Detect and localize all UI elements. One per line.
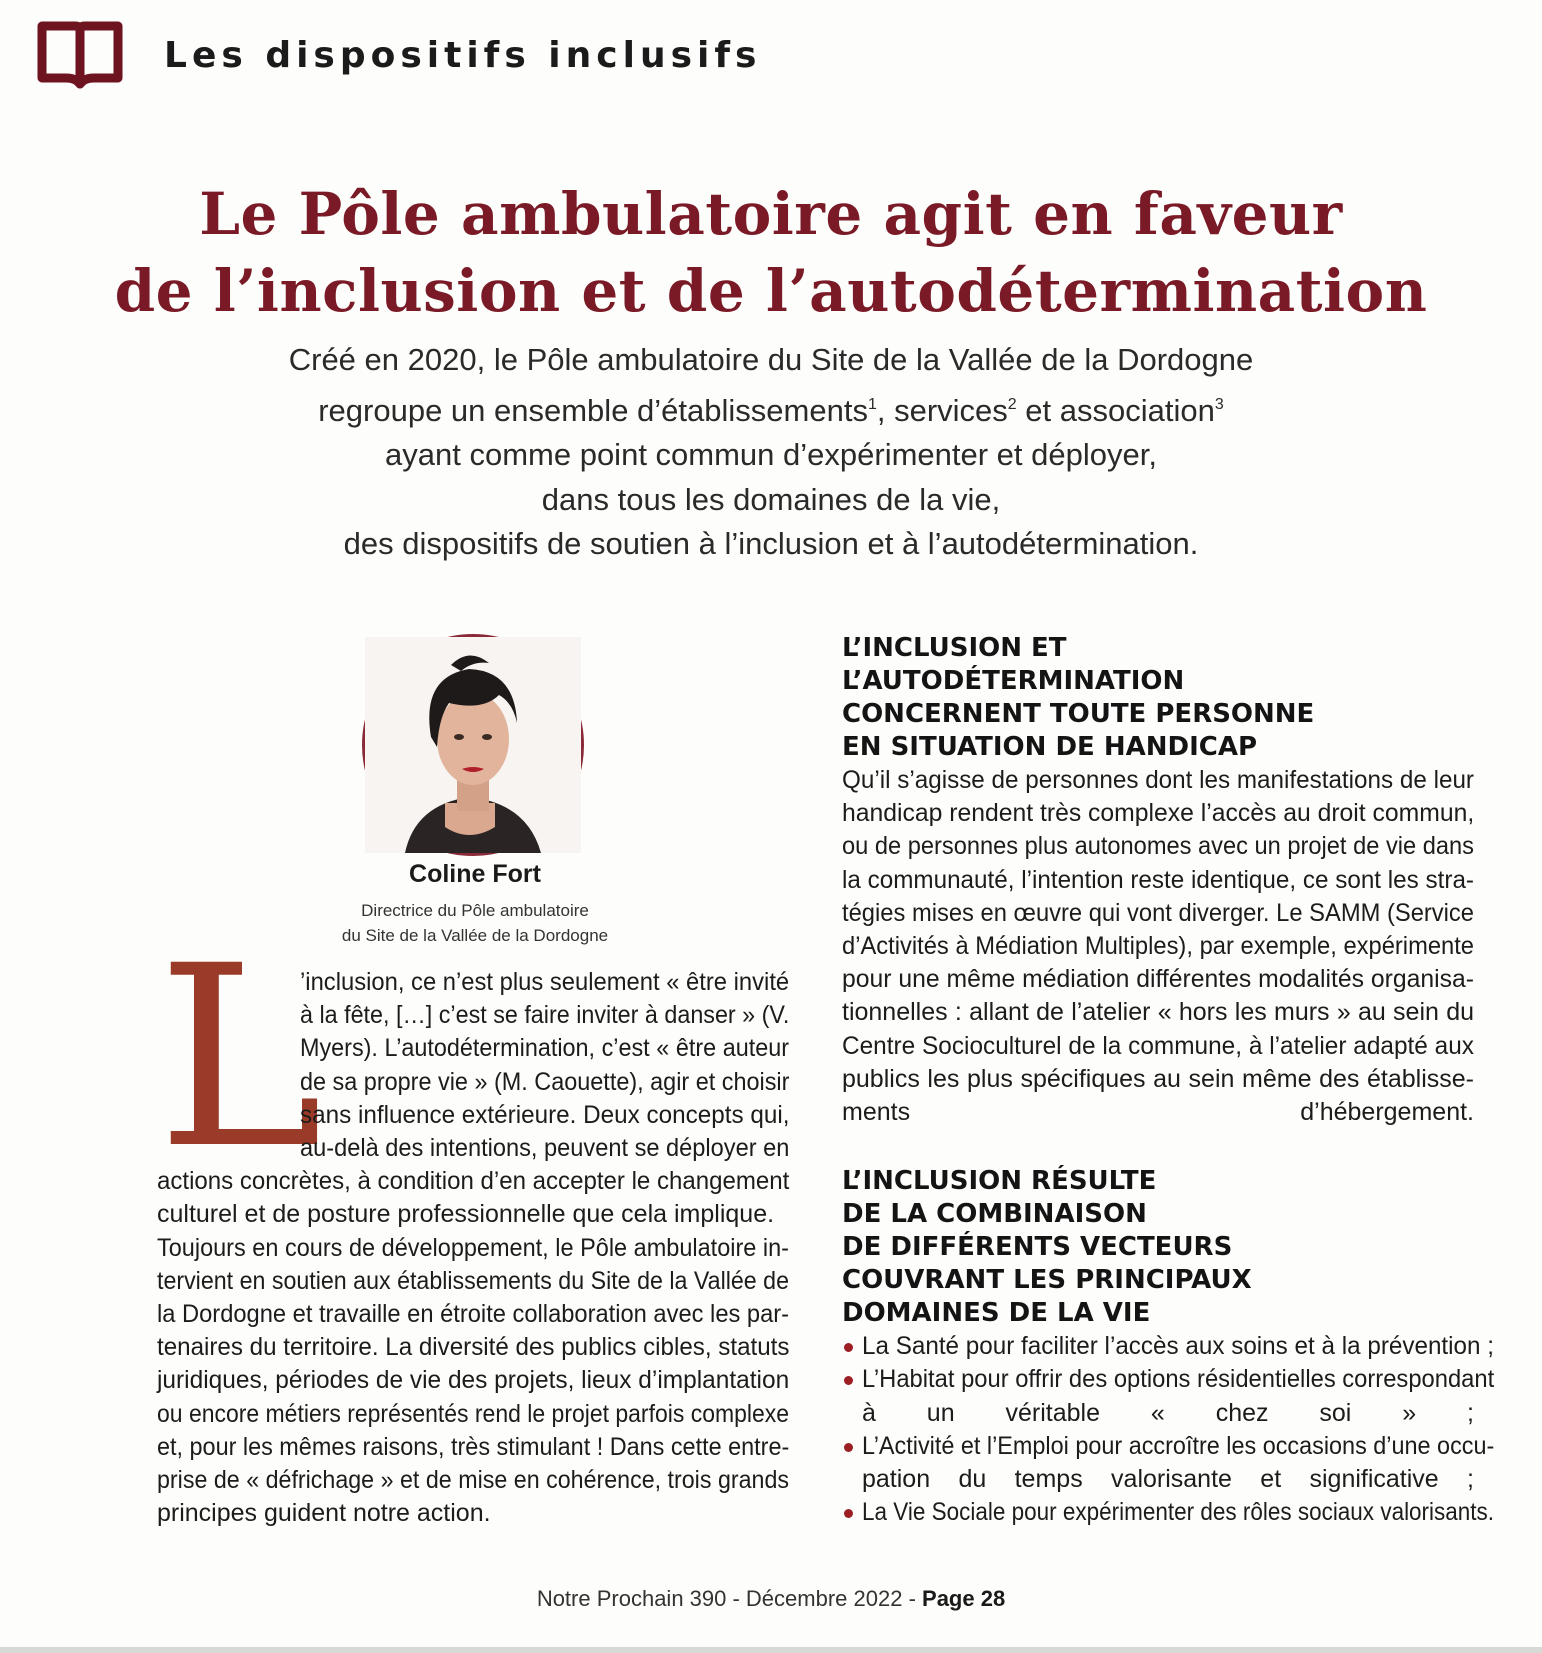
text-line: L’Activité et l’Emploi pour accroître les occasions d’une occu- bbox=[862, 1431, 1495, 1460]
text-line: tégies mises en œuvre qui vont diverger. Le SAMM (Service bbox=[842, 898, 1474, 927]
right-column bbox=[842, 632, 1495, 1529]
text-line: tervient en soutien aux établissements du Site de la Vallée de bbox=[157, 1266, 789, 1295]
text-line: de sa propre vie » (M. Caouette), agir et choisir bbox=[300, 1067, 790, 1096]
text-line: culturel et de posture professionnelle que cela implique. bbox=[157, 1200, 775, 1229]
author-portrait bbox=[362, 634, 584, 856]
heading-line: L’INCLUSION RÉSULTE bbox=[842, 1166, 1157, 1197]
bullet-item bbox=[842, 1330, 1494, 1363]
drop-cap bbox=[157, 912, 324, 1203]
page-edge bbox=[0, 1647, 1542, 1653]
heading-line: EN SITUATION DE HANDICAP bbox=[842, 732, 1257, 762]
book-icon bbox=[36, 20, 124, 90]
section-title: Les dispositifs inclusifs bbox=[164, 34, 762, 76]
section-heading bbox=[842, 632, 1474, 764]
bullet-list bbox=[842, 1330, 1495, 1529]
heading-line: DE DIFFÉRENTS VECTEURS bbox=[842, 1232, 1233, 1263]
text-line: publics les plus spécifiques au sein même des établisse- bbox=[842, 1064, 1474, 1093]
paragraph bbox=[842, 764, 1474, 1129]
section-header bbox=[36, 20, 761, 90]
text-line: actions concrètes, à condition d’en accepter le changement bbox=[157, 1167, 790, 1196]
text-line: Myers). L’autodétermination, c’est « être auteur bbox=[300, 1034, 789, 1063]
bullet-item bbox=[842, 1496, 1494, 1529]
text-line: L’Habitat pour offrir des options résidentielles correspondant bbox=[862, 1365, 1495, 1394]
text-line: à un véritable « chez soi » ; bbox=[862, 1398, 1474, 1427]
intro-line: regroupe un ensemble d’établissements$^1$, services$^2$ et association$^3$ bbox=[318, 392, 1224, 428]
footnote-ref: 1 bbox=[867, 395, 877, 413]
text-line: ou de personnes plus autonomes avec un projet de vie dans bbox=[842, 832, 1474, 861]
author-name: Coline Fort bbox=[409, 860, 541, 888]
article-title-line: de l’inclusion et de l’autodétermination bbox=[114, 257, 1428, 325]
text-line: prise de « défrichage » et de mise en cohérence, trois grands bbox=[157, 1466, 789, 1495]
text-line: tionnelles : allant de l’atelier « hors les murs » au sein du bbox=[842, 998, 1474, 1027]
text-line: handicap rendent très complexe l’accès au droit commun, bbox=[842, 799, 1475, 828]
text-line: tenaires du territoire. La diversité des publics cibles, statuts bbox=[157, 1333, 790, 1362]
text-line: d’Activités à Médiation Multiples), par exemple, expérimente bbox=[842, 932, 1474, 961]
bullet-item bbox=[842, 1363, 1495, 1429]
text-line: et, pour les mêmes raisons, très stimulant ! Dans cette entre- bbox=[157, 1432, 790, 1461]
text-line: ments d’hébergement. bbox=[842, 1098, 1474, 1127]
bullet-item bbox=[842, 1430, 1495, 1496]
text-line: la Dordogne et travaille en étroite collaboration avec les par- bbox=[157, 1300, 790, 1329]
heading-line: DOMAINES DE LA VIE bbox=[842, 1298, 1151, 1329]
heading-line: DE LA COMBINAISON bbox=[842, 1199, 1147, 1230]
text-line: la communauté, l’intention reste identique, ce sont les stra- bbox=[842, 865, 1474, 894]
heading-line: L’INCLUSION ET bbox=[842, 633, 1067, 663]
page-footer bbox=[0, 1586, 1542, 1612]
text-line: pation du temps valorisante et significative ; bbox=[862, 1465, 1474, 1494]
footer-text: Notre Prochain 390 - Décembre 2022 - bbox=[536, 1586, 923, 1611]
text-line: Qu’il s’agisse de personnes dont les manifestations de leur bbox=[842, 766, 1474, 794]
footnote-ref: 2 bbox=[1007, 395, 1017, 413]
text-line: au-delà des intentions, peuvent se déployer en bbox=[300, 1134, 790, 1163]
text-line: à la fête, […] c’est se faire inviter à danser » (V. bbox=[300, 1001, 790, 1030]
author-role: Directrice du Pôle ambulatoire du Site de la Vallée de la Dordogne bbox=[341, 901, 609, 945]
text-line: Toujours en cours de développement, le Pôle ambulatoire in- bbox=[157, 1233, 789, 1262]
text-line: La Vie Sociale pour expérimenter des rôles sociaux valorisants. bbox=[862, 1498, 1494, 1527]
article-title-line: Le Pôle ambulatoire agit en faveur bbox=[199, 180, 1343, 248]
intro-line: des dispositifs de soutien à l’inclusion et à l’autodétermination. bbox=[343, 526, 1199, 561]
article-intro bbox=[0, 338, 1542, 567]
intro-line: ayant comme point commun d’expérimenter et déployer, bbox=[385, 437, 1157, 472]
text-line: Centre Socioculturel de la commune, à l’atelier adapté aux bbox=[842, 1031, 1474, 1060]
text-line: principes guident notre action. bbox=[157, 1499, 491, 1528]
section-heading bbox=[842, 1165, 1474, 1330]
text-line: ou encore métiers représentés rend le projet parfois complexe bbox=[157, 1399, 789, 1428]
intro-line: Créé en 2020, le Pôle ambulatoire du Site de la Vallée de la Dordogne bbox=[288, 342, 1254, 377]
article-title bbox=[0, 176, 1542, 330]
footnote-ref: 3 bbox=[1214, 395, 1224, 413]
text-line: sans influence extérieure. Deux concepts qui, bbox=[300, 1100, 790, 1129]
svg-text:L: L bbox=[157, 912, 324, 1203]
page-number: Page 28 bbox=[922, 1586, 1006, 1611]
heading-line: L’AUTODÉTERMINATION bbox=[842, 666, 1185, 696]
text-line: ’inclusion, ce n’est plus seulement « être invité bbox=[300, 968, 790, 996]
text-line: pour une même médiation différentes modalités organisa- bbox=[842, 965, 1474, 994]
heading-line: CONCERNENT TOUTE PERSONNE bbox=[842, 699, 1315, 729]
heading-line: COUVRANT LES PRINCIPAUX bbox=[842, 1265, 1252, 1296]
text-line: juridiques, périodes de vie des projets, lieux d’implantation bbox=[157, 1366, 790, 1395]
text-line: La Santé pour faciliter l’accès aux soins et à la prévention ; bbox=[862, 1332, 1494, 1361]
intro-line: dans tous les domaines de la vie, bbox=[541, 481, 1001, 517]
